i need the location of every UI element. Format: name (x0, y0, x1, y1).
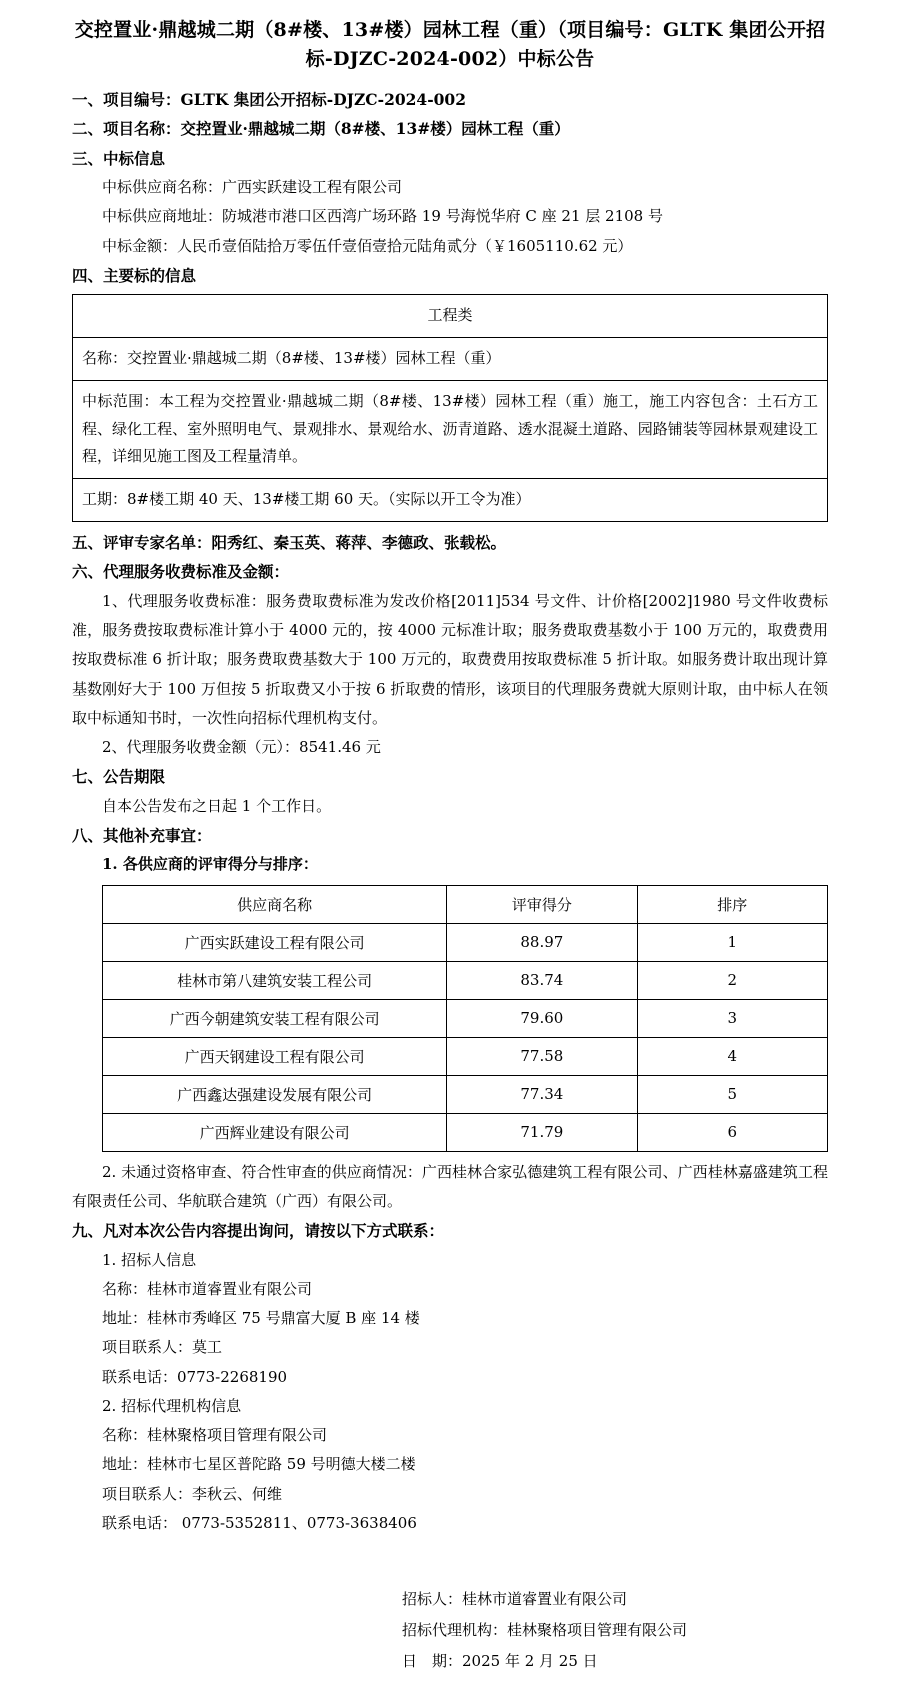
table-row (73, 295, 828, 338)
cell-supplier-name: 广西实跃建设工程有限公司 (103, 923, 447, 961)
table-row (103, 1113, 828, 1151)
cell-score: 71.79 (447, 1113, 637, 1151)
signature-agent-label: 招标代理机构： (402, 1620, 508, 1639)
column-header-score: 评审得分 (447, 885, 637, 923)
cell-rank: 3 (637, 999, 827, 1037)
signature-tenderer-row (402, 1584, 828, 1615)
section-contact: 九、凡对本次公告内容提出询问，请按以下方式联系： (72, 1221, 445, 1241)
tenderer-phone: 联系电话：0773-2268190 (102, 1367, 288, 1386)
signature-block (72, 1584, 828, 1676)
column-header-rank: 排序 (637, 885, 827, 923)
cell-score: 79.60 (447, 999, 637, 1037)
subject-table-header: 工程类 (73, 295, 828, 338)
section-other-matters: 八、其他补充事宜： (72, 825, 212, 845)
agency-fee-standard: 1、代理服务收费标准：服务费取费标准为发改价格[2011]534 号文件、计价格[2002]1980 号文件收费标准，服务费按取费标准计算小于 4000 元的，按 4000 元标准计取；服务费取费基数小于 100 万元的，取费费用按取费标准 6 折计取；服务费取费基数大于 100 万元的，取费费用按取费标准 5 折计取。如服务费计取出现计算基数刚好大于 100 万但按 5 折取费又小于按 6 折取费的情形，该项目的代理服务费就大原则计取，由中标人在领取中标通知书时，一次性向招标代理机构支付。 (72, 591, 828, 727)
tenderer-heading: 1. 招标人信息 (102, 1250, 197, 1269)
award-supplier-name: 中标供应商名称：广西实跃建设工程有限公司 (102, 178, 403, 197)
section-main-subject: 四、主要标的信息 (72, 265, 197, 285)
agent-name: 名称：桂林聚格项目管理有限公司 (102, 1426, 328, 1445)
supplier-score-heading: 1. 各供应商的评审得分与排序： (102, 855, 318, 874)
cell-supplier-name: 广西天钢建设工程有限公司 (103, 1037, 447, 1075)
signature-tenderer-label: 招标人： (402, 1590, 463, 1609)
cell-score: 83.74 (447, 961, 637, 999)
agent-address: 地址：桂林市七星区普陀路 59 号明德大楼二楼 (102, 1455, 416, 1474)
section-review-experts: 五、评审专家名单：阳秀红、秦玉英、蒋萍、李德政、张载松。 (72, 532, 507, 552)
tenderer-address: 地址：桂林市秀峰区 75 号鼎富大厦 B 座 14 楼 (102, 1309, 420, 1328)
signature-agent-row (402, 1615, 828, 1646)
cell-score: 88.97 (447, 923, 637, 961)
award-amount: 中标金额：人民币壹佰陆拾万零伍仟壹佰壹拾元陆角贰分（￥1605110.62 元） (102, 236, 633, 255)
subject-scope-cell: 中标范围：本工程为交控置业·鼎越城二期（8#楼、13#楼）园林工程（重）施工，施工内容包含：土石方工程、绿化工程、室外照明电气、景观排水、景观给水、沥青道路、透水混凝土道路、园路铺装等园林景观建设工程，详细见施工图及工程量清单。 (73, 380, 828, 478)
cell-rank: 1 (637, 923, 827, 961)
section-award-info: 三、中标信息 (72, 148, 166, 168)
cell-rank: 6 (637, 1113, 827, 1151)
signature-tenderer-value: 桂林市道睿置业有限公司 (462, 1590, 628, 1609)
cell-supplier-name: 广西辉业建设有限公司 (103, 1113, 447, 1151)
cell-supplier-name: 广西鑫达强建设发展有限公司 (103, 1075, 447, 1113)
main-subject-table (72, 294, 828, 522)
cell-supplier-name: 广西今朝建筑安装工程有限公司 (103, 999, 447, 1037)
failed-qualification-suppliers: 2. 未通过资格审查、符合性审查的供应商情况：广西桂林合家弘德建筑工程有限公司、广西桂林嘉盛建筑工程有限责任公司、华航联合建筑（广西）有限公司。 (72, 1162, 828, 1210)
signature-date-row (402, 1646, 828, 1677)
section-project-name: 二、项目名称：交控置业·鼎越城二期（8#楼、13#楼）园林工程（重） (72, 119, 570, 139)
section-announcement-period: 七、公告期限 (72, 767, 166, 787)
table-row (103, 961, 828, 999)
cell-supplier-name: 桂林市第八建筑安装工程公司 (103, 961, 447, 999)
cell-rank: 4 (637, 1037, 827, 1075)
agent-phone: 联系电话： 0773-5352811、0773-3638406 (102, 1513, 417, 1532)
supplier-score-table (102, 885, 828, 1152)
cell-score: 77.34 (447, 1075, 637, 1113)
table-row (73, 479, 828, 522)
signature-date-value: 2025 年 2 月 25 日 (462, 1651, 598, 1670)
section-agency-fee: 六、代理服务收费标准及金额： (72, 562, 290, 582)
cell-rank: 5 (637, 1075, 827, 1113)
agent-heading: 2. 招标代理机构信息 (102, 1396, 242, 1415)
agency-fee-amount: 2、代理服务收费金额（元）：8541.46 元 (102, 738, 381, 756)
signature-date-label: 日 期： (402, 1651, 463, 1670)
cell-score: 77.58 (447, 1037, 637, 1075)
announcement-period-text: 自本公告发布之日起 1 个工作日。 (102, 796, 332, 815)
table-row (103, 1037, 828, 1075)
tenderer-contact-person: 项目联系人：莫工 (102, 1338, 223, 1357)
table-row (73, 380, 828, 478)
award-supplier-address: 中标供应商地址：防城港市港口区西湾广场环路 19 号海悦华府 C 座 21 层 2108 号 (102, 207, 663, 226)
table-row (73, 338, 828, 381)
table-row (103, 1075, 828, 1113)
table-row (103, 999, 828, 1037)
subject-name-cell: 名称：交控置业·鼎越城二期（8#楼、13#楼）园林工程（重） (73, 338, 828, 381)
page-title: 交控置业·鼎越城二期（8#楼、13#楼）园林工程（重）（项目编号：GLTK 集团公开招标-DJZC-2024-002）中标公告 (74, 19, 826, 71)
tenderer-name: 名称：桂林市道睿置业有限公司 (102, 1279, 313, 1298)
cell-rank: 2 (637, 961, 827, 999)
section-project-number: 一、项目编号：GLTK 集团公开招标-DJZC-2024-002 (72, 89, 466, 109)
table-row (103, 923, 828, 961)
table-header-row (103, 885, 828, 923)
signature-agent-value: 桂林聚格项目管理有限公司 (507, 1620, 688, 1639)
agent-contact-person: 项目联系人：李秋云、何维 (102, 1484, 283, 1503)
column-header-supplier: 供应商名称 (103, 885, 447, 923)
subject-duration-cell: 工期：8#楼工期 40 天、13#楼工期 60 天。（实际以开工令为准） (73, 479, 828, 522)
